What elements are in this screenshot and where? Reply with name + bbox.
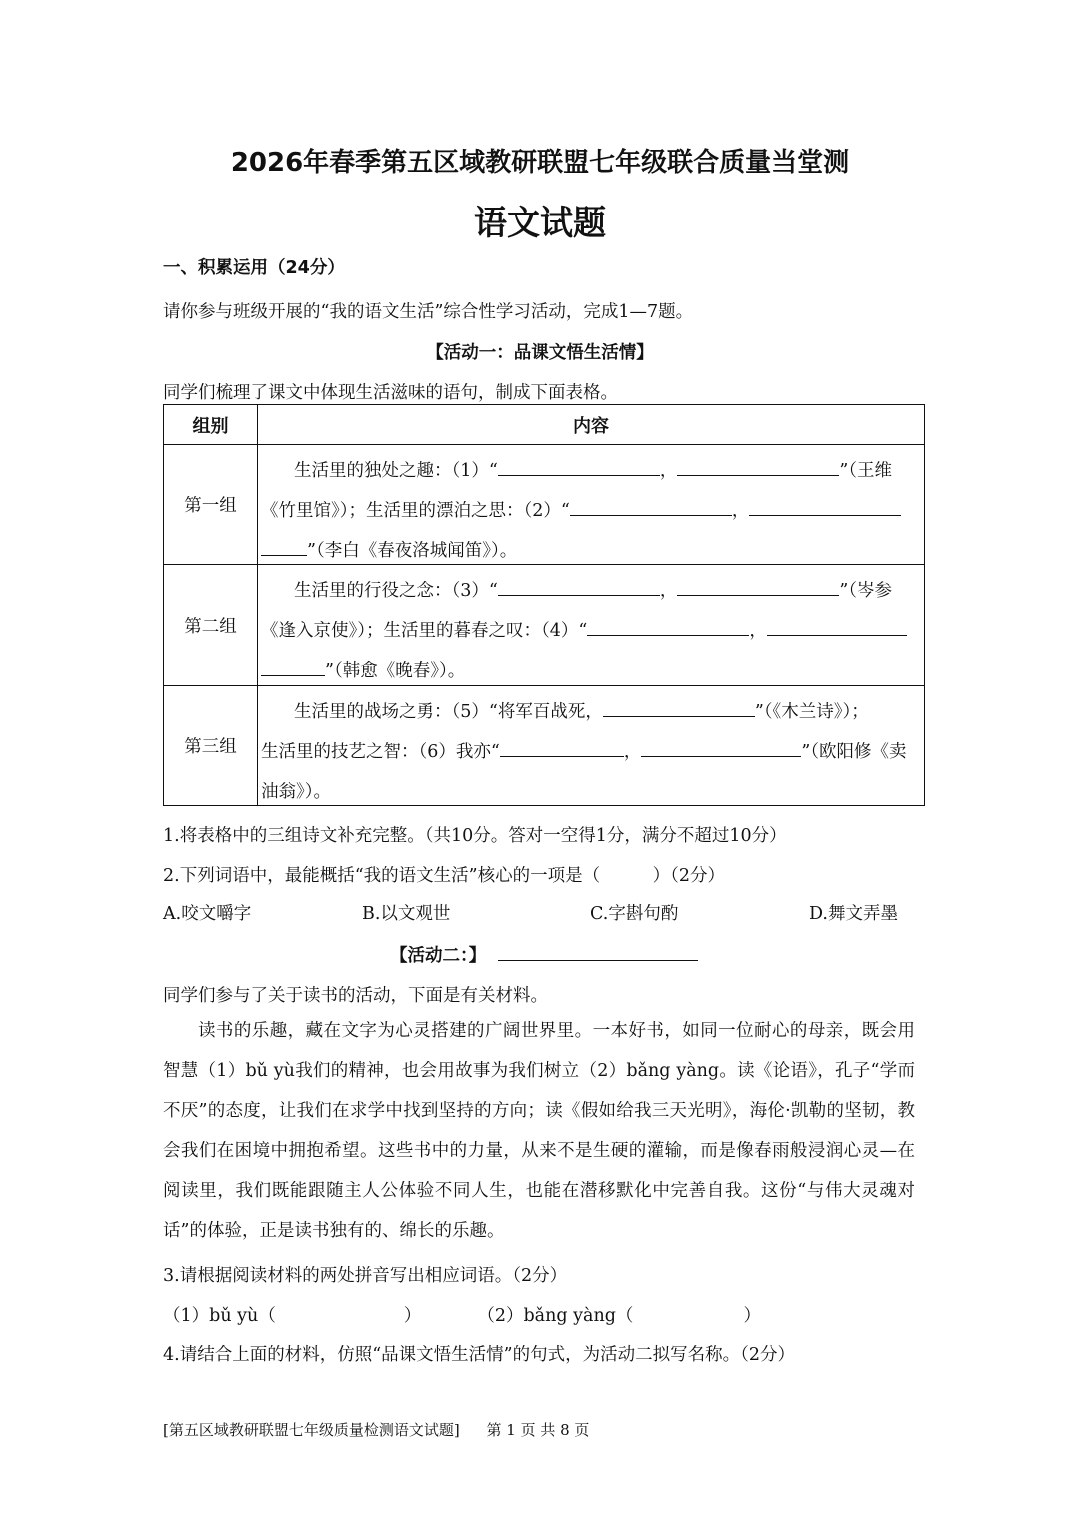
question-4: 4.请结合上面的材料，仿照“品课文悟生活情”的句式，为活动二拟写名称。（2分） xyxy=(163,1345,795,1365)
option-b[interactable]: B.以文观世 xyxy=(362,904,451,924)
activity2-title-blank[interactable] xyxy=(498,942,698,961)
blank-2b[interactable] xyxy=(749,497,901,516)
question-1: 1.将表格中的三组诗文补充完整。（共10分。答对一空得1分，满分不超过10分） xyxy=(163,826,787,846)
blank-6a[interactable] xyxy=(500,738,624,757)
reading-passage: 读书的乐趣，藏在文字为心灵搭建的广阔世界里。一本好书，如同一位耐心的母亲，既会用智慧（1）bǔ yù我们的精神，也会用故事为我们树立（2）bǎng yàng。读《论语》，孔子“学而不厌”的态度，让我们在求学中找到坚持的方向；读《假如给我三天光明》，海伦·凯勒的坚韧，教会我们在困境中拥抱希望。这些书中的力量，从来不是生硬的灌输，而是像春雨般浸润心灵—在阅读里，我们既能跟随主人公体验不同人生，也能在潜移默化中完善自我。这份“与伟大灵魂对话”的体验，正是读书独有的、绵长的乐趣。 xyxy=(163,1021,915,1241)
activity2-title: 【活动二：】 xyxy=(390,946,487,966)
pinyin-1-label: （1）bǔ yù（ xyxy=(163,1306,276,1326)
pinyin-2-label: （2）bǎng yàng（ xyxy=(477,1306,634,1326)
group-label: 第二组 xyxy=(164,565,258,685)
exam-page: 2026年春季第五区域教研联盟七年级联合质量当堂测 语文试题 一、积累运用（24分） 请你参与班级开展的“我的语文生活”综合性学习活动，完成1—7题。 【活动一：品课文悟生活情】 同学们梳理了课文中体现生活滋味的语句，制成下面表格。 组别 内容 第一组 生活里的独处之趣：（1）“ ， ”（王维 《竹里馆》）；生活里的漂泊之思：（2）“ ， ”（李白《春夜洛城闻笛》）。 第二组 生活里的行役之念：（3）“ ， ”（岑参 《逢入京使》）；生活里的暮春之叹：（4）“ ， ”（韩愈《晚春》）。 第三组 生活里的战场之勇：（5）“将军百战死， ”（《木兰诗》）； 生活里的技艺之智：（6）我亦“ ， ”（欧阳修《卖 油翁》）。 1.将表格中的三组诗文补充完整。（共10分。答对一空得1分，满分不超过10分） 2.下列词语中，最能概括“我的语文生活”核心的一项是（ ）（2分） A.咬文嚼字 B.以文观世 C.字斟句酌 D.舞文弄墨 【活动二：】 同学们参与了关于读书的活动，下面是有关材料。 读书的乐趣，藏在文字为心灵搭建的广阔世界里。一本好书，如同一位耐心的母亲，既会用智慧（1）bǔ yù我们的精神，也会用故事为我们树立（2）bǎng yàng。读《论语》，孔子“学而不厌”的态度，让我们在求学中找到坚持的方向；读《假如给我三天光明》，海伦·凯勒的坚韧，教会我们在困境中拥抱希望。这些书中的力量，从来不是生硬的灌输，而是像春雨般浸润心灵—在阅读里，我们既能跟随主人公体验不同人生，也能在潜移默化中完善自我。这份“与伟大灵魂对话”的体验，正是读书独有的、绵长的乐趣。 3.请根据阅读材料的两处拼音写出相应词语。（2分） （1）bǔ yù（ ） （2）bǎng yàng（ ） 4.请结合上面的材料，仿照“品课文悟生活情”的句式，为活动二拟写名称。（2分） [第五区域教研联盟七年级质量检测语文试题] 第 1 页 共 8 页 xyxy=(0,0,1080,1528)
table-row: 第三组 生活里的战场之勇：（5）“将军百战死， ”（《木兰诗》）； 生活里的技艺之智：（6）我亦“ ， ”（欧阳修《卖 油翁》）。 xyxy=(164,685,925,805)
blank-4b[interactable] xyxy=(767,617,907,636)
poetry-table xyxy=(163,404,925,806)
section-intro: 请你参与班级开展的“我的语文生活”综合性学习活动，完成1—7题。 xyxy=(163,302,694,322)
option-d[interactable]: D.舞文弄墨 xyxy=(809,904,898,924)
question-3: 3.请根据阅读材料的两处拼音写出相应词语。（2分） xyxy=(163,1266,568,1286)
option-c[interactable]: C.字斟句酌 xyxy=(590,904,679,924)
section-heading: 一、积累运用（24分） xyxy=(163,258,345,278)
footer-label: [第五区域教研联盟七年级质量检测语文试题] xyxy=(163,1421,460,1439)
table-header-group: 组别 xyxy=(164,405,258,445)
blank-4b-cont[interactable] xyxy=(261,657,325,676)
group-label: 第一组 xyxy=(164,445,258,565)
question-2: 2.下列词语中，最能概括“我的语文生活”核心的一项是（ ）（2分） xyxy=(163,866,725,886)
page-number: 第 1 页 共 8 页 xyxy=(486,1421,590,1439)
table-row: 第二组 生活里的行役之念：（3）“ ， ”（岑参 《逢入京使》）；生活里的暮春之叹：（4）“ ， ”（韩愈《晚春》）。 xyxy=(164,565,925,685)
blank-2b-cont[interactable] xyxy=(261,537,307,556)
blank-1b[interactable] xyxy=(677,457,839,476)
blank-5[interactable] xyxy=(603,698,755,717)
activity1-title: 【活动一：品课文悟生活情】 xyxy=(426,343,654,363)
row-text: 生活里的独处之趣：（1）“ xyxy=(294,461,498,482)
option-a[interactable]: A.咬文嚼字 xyxy=(163,904,252,924)
page-footer xyxy=(163,1419,589,1440)
blank-3b[interactable] xyxy=(677,577,839,596)
blank-2a[interactable] xyxy=(570,497,732,516)
activity1-intro: 同学们梳理了课文中体现生活滋味的语句，制成下面表格。 xyxy=(163,383,618,403)
subject-title: 语文试题 xyxy=(474,203,606,242)
blank-3a[interactable] xyxy=(498,577,660,596)
blank-1a[interactable] xyxy=(498,457,660,476)
activity2-intro: 同学们参与了关于读书的活动，下面是有关材料。 xyxy=(163,986,548,1006)
table-row: 第一组 生活里的独处之趣：（1）“ ， ”（王维 《竹里馆》）；生活里的漂泊之思：（2）“ ， ”（李白《春夜洛城闻笛》）。 xyxy=(164,445,925,565)
table-header-content: 内容 xyxy=(258,405,925,445)
blank-4a[interactable] xyxy=(587,617,749,636)
group-label: 第三组 xyxy=(164,685,258,805)
blank-6b[interactable] xyxy=(641,738,801,757)
exam-title: 2026年春季第五区域教研联盟七年级联合质量当堂测 xyxy=(230,148,850,178)
